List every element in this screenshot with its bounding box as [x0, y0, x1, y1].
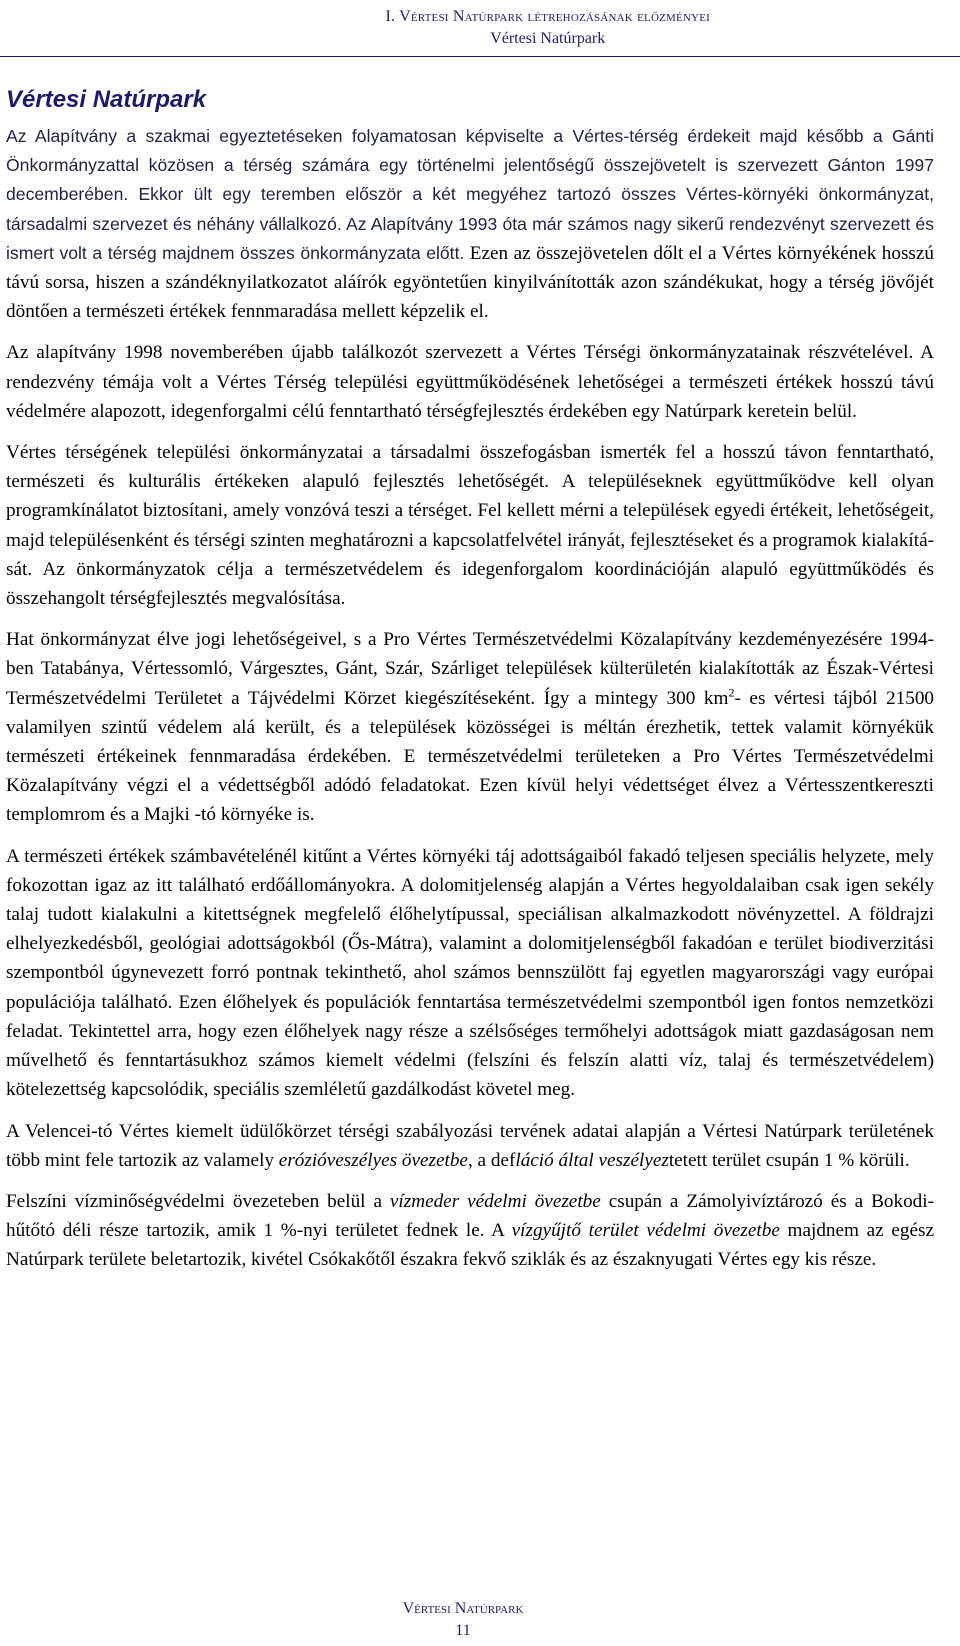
superscript-2: 2: [728, 685, 735, 700]
body-text: [6, 122, 934, 1287]
paragraph-5: [6, 842, 934, 1105]
paragraph-2-text: Az alapítvány 1998 novemberében újabb találkozót szervezett a Vértes Térségi önkormányzatainak részvételével. A rendezvény témája volt a Vértes Térség települési együttműködésének lehetőségei a természeti értékek hosszú távú védelmére alapozott, idegenforgalmi célú fenntartható térségfejlesztés érdekében egy Natúrpark keretein belül.: [6, 342, 934, 422]
running-header: [385, 6, 710, 50]
paragraph-1-serif-text: Ezen az összejövetelen dőlt el a Vértes környékének hosszú távú sorsa, hiszen a szándéknyilatkozatot aláírók egyöntetűen kinyilvánították azon szándékukat, hogy a térség jövőjét döntően a természeti értékek fennmaradása mellett képzelik el.: [6, 242, 934, 323]
paragraph-6-text-a: A Velencei-tó Vértes kiemelt üdülőkörzet térségi szabályozási tervének adatai alapján a Vértesi Natúrpark területének több mint fele tartozik az valamely: [6, 1120, 934, 1171]
paragraph-7-text-c: majdnem az egész Natúrpark területe beletartozik, kivétel Csókakőtől északra fekvő sziklák és az északnyugati Vértes egy kis része.: [6, 1220, 934, 1271]
header-rule: [0, 56, 960, 57]
paragraph-6-text-c: tetett terület csupán 1 % körüli.: [668, 1149, 910, 1171]
paragraph-4: [6, 625, 934, 829]
footer-title: Vértesi Natúrpark: [402, 1600, 524, 1617]
paragraph-3-text: Vértes térségének települési önkormányzatai a társadalmi összefogásban ismerték fel a hosszú távon fenntartható, természeti és kulturális értékeken alapuló fejlesztés lehetőségét. A településeknek együttműködve kell olyan programkínálatot biztosítani, amely vonzóvá teszi a térséget. Fel kellett mérni a települések egyedi értékeit, lehetőségeit, majd településenként és térségi szinten meghatározni a kapcsolatfelvétel irányát, fejlesztéseket és a programok kialakítását. Az önkormányzatok célja a természetvédelem és idegenforgalom koordinációján alapuló együttműködés és összehangolt térségfejlesztés megvalósítása.: [6, 442, 934, 610]
paragraph-7-text-b: csupán a Zámolyivíztározó és a Bokodi-hűtőtó déli része tartozik, amik 1 %-nyi területet fednek le. A: [6, 1190, 934, 1242]
section-title: Vértesi Natúrpark: [6, 86, 207, 113]
paragraph-1: [6, 122, 934, 326]
paragraph-7-emphasis-1: vízmeder védelmi övezetbe: [389, 1190, 601, 1212]
paragraph-6: [6, 1117, 934, 1175]
paragraph-2: [6, 338, 934, 426]
paragraph-5-text: A természeti értékek számbavételénél kitűnt a Vértes környéki táj adottságaiból fakadó teljesen speciális helyzete, mely fokozottan igaz az itt található erdőállományokra. A dolomitjelenség alapján a Vértes hegyoldalaiban csak igen sekély talaj tudott kialakulni a kitettségnek megfelelő élőhelytípussal, speciálisan alkalmazkodott növényzettel. A földrajzi elhelyezkedésből, geológiai adottságokból (Ős-Mátra), valamint a dolomitjelenségből fakadóan e terület biodiverzitási szempontból úgynevezett forró pontnak tekinthető, ahol számos bennszülött faj egyetlen magyarországi vagy európai populációja található. Ezen élőhelyek és populációk fenntartása természetvédelmi szempontból igen fontos nemzetközi feladat. Tekintettel arra, hogy ezen élőhelyek nagy része a szélsőséges termőhelyi adottságok miatt gazdaságosan nem művelhető és fenntartásukhoz számos kiemelt védelmi (felszíni és felszín alatti víz, talaj és természetvédelem) kötelezettség kapcsolódik, speciális szemléletű gazdálkodást követel meg.: [6, 845, 934, 1101]
page-number: 11: [455, 1622, 471, 1639]
paragraph-1-sans-text: Az Alapítvány a szakmai egyeztetéseken folyamatosan képviselte a Vértes-térség érdekeit majd később a Gánti Önkormányzattal közösen a térség számára egy történelmi jelentőségű összejövetelt is szervezett Gánton 1997 decemberében. Ekkor ült egy teremben először a két megyéhez tartozó összes Vértes-környéki önkormányzat, társadalmi szervezet és néhány vállalkozó. Az Alapítvány 1993 óta már számos nagy sikerű rendezvényt szervezett és ismert volt a térség majdnem összes önkormányzata előtt.: [6, 126, 934, 263]
paragraph-7-text-a: Felszíni vízminőségvédelmi övezeteben belül a: [6, 1190, 390, 1212]
paragraph-4-text-a: Hat önkormányzat élve jogi lehetőségeivel, s a Pro Vértes Természetvédelmi Közalapítvány kezdeményezésére 1994-ben Tatabánya, Vértessomló, Várgesztes, Gánt, Szár, Szárliget települések külterületén kialakították az Észak-Vértesi Természetvédelmi Területet a Tájvédelmi Körzet kiegészítéseként. Így a mintegy 300 km: [6, 629, 934, 709]
paragraph-7-emphasis-2: vízgyűjtő terület védelmi övezetbe: [511, 1220, 780, 1242]
paragraph-3: [6, 438, 934, 613]
paragraph-6-text-b: , a def: [467, 1149, 516, 1171]
paragraph-7: [6, 1187, 934, 1275]
paragraph-4-text-b: - es vértesi tájból 21500 valamilyen szintű védelem alá került, és a települések közösségei is méltán érezhetik, tettek valamit környékük természeti értékeinek fennmaradása érdekében. E természetvédelmi területeken a Pro Vértes Természetvédelmi Közalapítvány végzi el a védettségből adódó feladatokat. Ezen kívül helyi védettséget élvez a Vértesszentkereszti templomrom és a Majki -tó környéke is.: [6, 687, 934, 826]
chapter-heading: I. Vértesi Natúrpark létrehozásának előzményei: [385, 8, 710, 25]
paragraph-6-emphasis-1: erózióveszélyes övezetbe: [278, 1149, 468, 1171]
page-footer: [0, 1598, 926, 1642]
paragraph-6-emphasis-2: láció által veszélyez: [515, 1149, 669, 1171]
header-subtitle: Vértesi Natúrpark: [490, 30, 606, 47]
